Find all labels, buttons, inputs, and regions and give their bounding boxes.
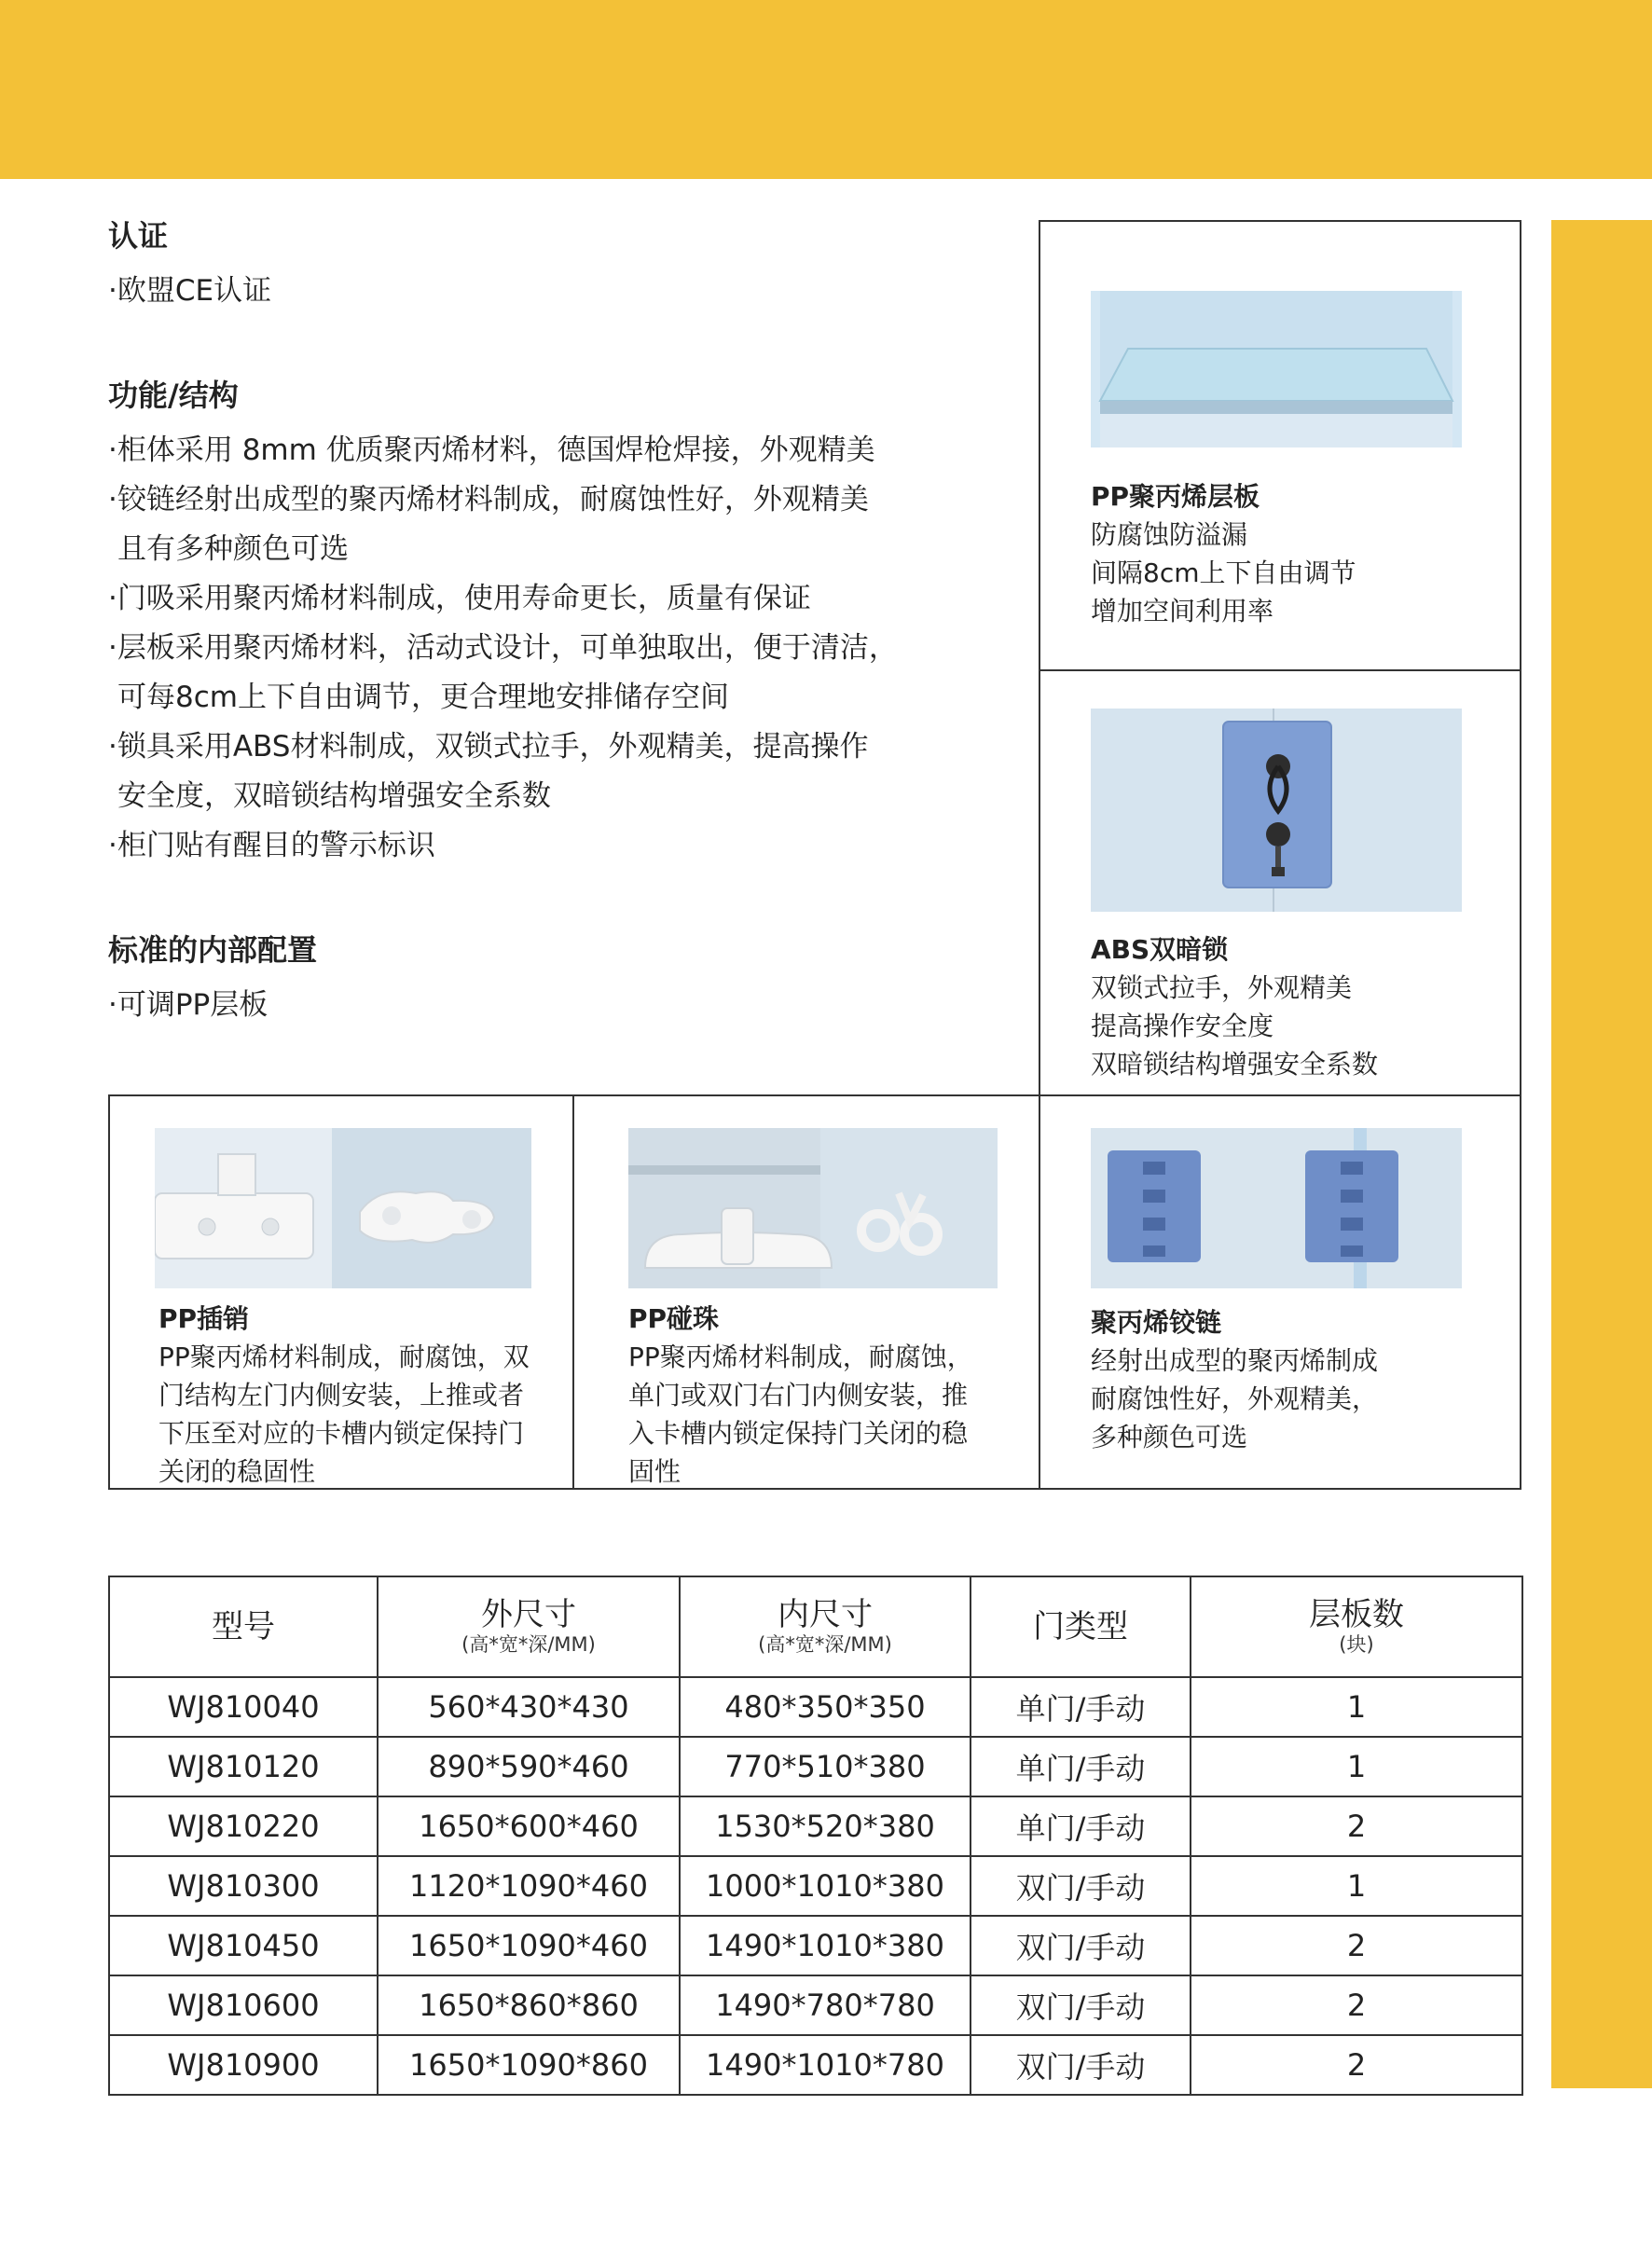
col-door-type: 门类型: [971, 1576, 1191, 1677]
catch-line: 单门或双门右门内侧安装，推: [628, 1380, 969, 1411]
cell-inner: 1530*520*380: [680, 1796, 971, 1856]
cell-inner: 1490*1010*780: [680, 2035, 971, 2095]
lock-caption: [1091, 930, 1378, 1083]
latch-caption: [158, 1300, 530, 1491]
cell-inner: 770*510*380: [680, 1737, 971, 1796]
catch-title: PP碰珠: [628, 1303, 720, 1334]
latch-line: PP聚丙烯材料制成，耐腐蚀，双: [158, 1342, 530, 1372]
shelf-caption: [1091, 477, 1356, 630]
cell-model: WJ810450: [109, 1916, 378, 1975]
model-spec-table: [108, 1576, 1523, 2096]
side-band: [1551, 220, 1652, 2088]
cell-door: 双门/手动: [971, 1856, 1191, 1916]
shelf-line: 增加空间利用率: [1091, 596, 1274, 626]
cell-shelves: 1: [1191, 1856, 1522, 1916]
function-heading: 功能/结构: [108, 378, 239, 413]
function-line: 且有多种颜色可选: [117, 532, 349, 566]
latch-title: PP插销: [158, 1303, 250, 1334]
cell-shelves: 2: [1191, 1975, 1522, 2035]
cell-shelves: 1: [1191, 1677, 1522, 1737]
lock-line: 双锁式拉手，外观精美: [1091, 972, 1353, 1003]
hinge-line: 经射出成型的聚丙烯制成: [1091, 1345, 1379, 1376]
function-line: ·锁具采用ABS材料制成，双锁式拉手，外观精美，提高操作: [108, 730, 869, 764]
catch-line: 固性: [628, 1456, 681, 1487]
certification-item: ·欧盟CE认证: [108, 274, 272, 308]
table-row: [109, 1975, 1522, 2035]
spec-section: [108, 213, 947, 1030]
hinge-caption: [1091, 1303, 1378, 1456]
shelf-line: 防腐蚀防溢漏: [1091, 519, 1248, 550]
cell-outer: 1120*1090*460: [378, 1856, 680, 1916]
table-row: [109, 2035, 1522, 2095]
cell-door: 单门/手动: [971, 1677, 1191, 1737]
cell-inner: 480*350*350: [680, 1677, 971, 1737]
cell-model: WJ810300: [109, 1856, 378, 1916]
col-outer-size: 外尺寸 (高*宽*深/MM): [378, 1576, 680, 1677]
catch-line: PP聚丙烯材料制成，耐腐蚀，: [628, 1342, 973, 1372]
lock-title: ABS双暗锁: [1091, 934, 1229, 965]
cell-outer: 890*590*460: [378, 1737, 680, 1796]
latch-line: 下压至对应的卡槽内锁定保持门: [158, 1418, 525, 1449]
hinge-line: 耐腐蚀性好，外观精美，: [1091, 1383, 1379, 1414]
col-inner-size: 内尺寸 (高*宽*深/MM): [680, 1576, 971, 1677]
table-row: [109, 1796, 1522, 1856]
col-shelf-count: 层板数 (块): [1191, 1576, 1522, 1677]
cell-model: WJ810220: [109, 1796, 378, 1856]
latch-line: 关闭的稳固性: [158, 1456, 316, 1487]
lock-photo: [1091, 709, 1462, 912]
cell-outer: 560*430*430: [378, 1677, 680, 1737]
lock-line: 双暗锁结构增强安全系数: [1091, 1049, 1379, 1080]
function-line: 安全度，双暗锁结构增强安全系数: [117, 779, 551, 813]
table-row: [109, 1856, 1522, 1916]
function-line: ·门吸采用聚丙烯材料制成，使用寿命更长，质量有保证: [108, 582, 811, 615]
cell-model: WJ810600: [109, 1975, 378, 2035]
certification-heading: 认证: [108, 218, 169, 254]
cell-shelves: 2: [1191, 1916, 1522, 1975]
function-line: ·层板采用聚丙烯材料，活动式设计，可单独取出，便于清洁，: [108, 631, 898, 665]
header-band: [0, 0, 1652, 179]
cell-shelves: 2: [1191, 2035, 1522, 2095]
shelf-photo: [1091, 291, 1462, 447]
hinge-title: 聚丙烯铰链: [1091, 1307, 1222, 1338]
function-line: ·柜体采用 8mm 优质聚丙烯材料，德国焊枪焊接，外观精美: [108, 434, 875, 467]
function-line: 可每8cm上下自由调节，更合理地安排储存空间: [117, 681, 729, 714]
cell-outer: 1650*600*460: [378, 1796, 680, 1856]
cell-door: 单门/手动: [971, 1737, 1191, 1796]
cell-outer: 1650*1090*860: [378, 2035, 680, 2095]
cell-model: WJ810900: [109, 2035, 378, 2095]
lock-line: 提高操作安全度: [1091, 1011, 1274, 1041]
standard-config-item: ·可调PP层板: [108, 988, 268, 1022]
hinge-photo: [1091, 1128, 1462, 1288]
col-model: 型号: [109, 1576, 378, 1677]
latch-photo: [155, 1128, 531, 1288]
shelf-title: PP聚丙烯层板: [1091, 481, 1260, 512]
cell-outer: 1650*860*860: [378, 1975, 680, 2035]
table-row: [109, 1737, 1522, 1796]
function-line: ·铰链经射出成型的聚丙烯材料制成，耐腐蚀性好，外观精美: [108, 483, 869, 516]
catch-photo: [628, 1128, 998, 1288]
latch-line: 门结构左门内侧安装，上推或者: [158, 1380, 525, 1411]
hinge-line: 多种颜色可选: [1091, 1422, 1248, 1452]
table-row: [109, 1916, 1522, 1975]
cell-door: 双门/手动: [971, 2035, 1191, 2095]
catch-caption: [628, 1300, 973, 1491]
cell-model: WJ810120: [109, 1737, 378, 1796]
function-line: ·柜门贴有醒目的警示标识: [108, 829, 435, 862]
cell-inner: 1490*1010*380: [680, 1916, 971, 1975]
cell-model: WJ810040: [109, 1677, 378, 1737]
shelf-line: 间隔8cm上下自由调节: [1091, 557, 1356, 588]
cell-inner: 1000*1010*380: [680, 1856, 971, 1916]
cell-shelves: 2: [1191, 1796, 1522, 1856]
cell-shelves: 1: [1191, 1737, 1522, 1796]
catch-line: 入卡槽内锁定保持门关闭的稳: [628, 1418, 969, 1449]
cell-outer: 1650*1090*460: [378, 1916, 680, 1975]
standard-config-heading: 标准的内部配置: [108, 932, 318, 968]
cell-inner: 1490*780*780: [680, 1975, 971, 2035]
table-row: [109, 1677, 1522, 1737]
table-header-row: [109, 1576, 1522, 1677]
cell-door: 双门/手动: [971, 1916, 1191, 1975]
cell-door: 双门/手动: [971, 1975, 1191, 2035]
cell-door: 单门/手动: [971, 1796, 1191, 1856]
